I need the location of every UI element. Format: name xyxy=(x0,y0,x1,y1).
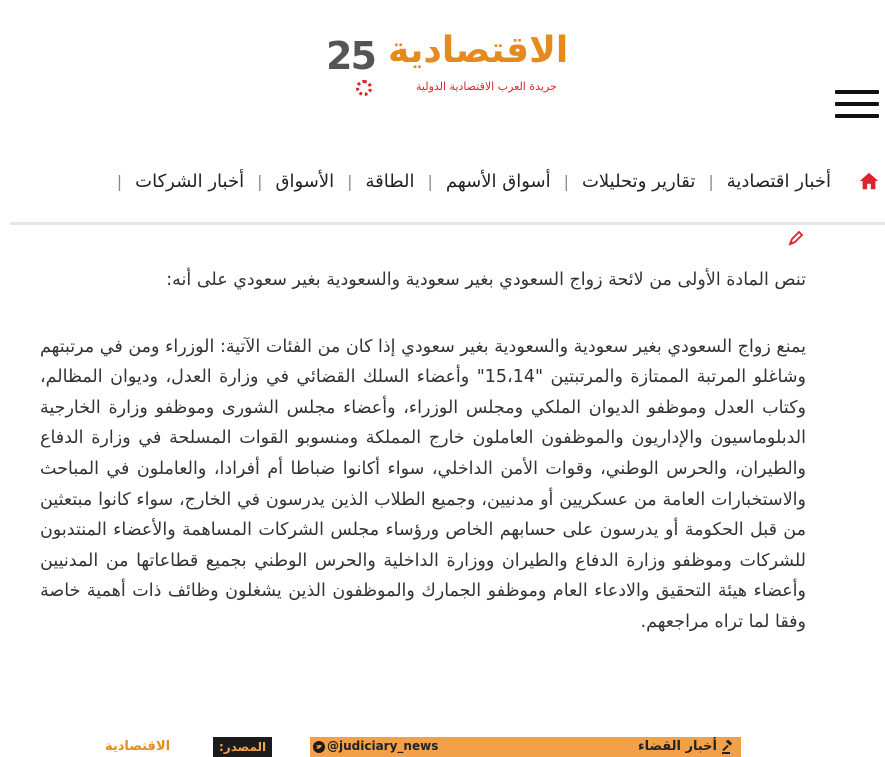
site-header xyxy=(0,0,885,150)
banner-news-label: أخبار القضاء xyxy=(637,739,717,754)
nav-separator: | xyxy=(116,171,123,191)
nav-item-energy[interactable]: الطاقة xyxy=(365,170,415,192)
nav-item-company-news[interactable]: أخبار الشركات xyxy=(135,170,245,192)
banner-twitter-handle: @judiciary_news xyxy=(327,739,439,753)
logo-subtitle: جريدة العرب الاقتصادية الدولية xyxy=(416,80,557,93)
nav-separator: | xyxy=(427,171,433,191)
pencil-icon xyxy=(788,230,804,246)
nav-item-markets[interactable]: الأسواق xyxy=(275,170,335,192)
nav-separator: | xyxy=(347,171,353,191)
banner-brand: الاقتصادية xyxy=(105,739,171,754)
nav-separator: | xyxy=(708,171,714,191)
logo-gear-icon xyxy=(356,80,372,96)
menu-hamburger-icon[interactable] xyxy=(835,90,879,120)
gavel-icon xyxy=(721,740,735,754)
home-icon[interactable] xyxy=(858,170,880,192)
nav-divider xyxy=(10,222,885,225)
article-body xyxy=(40,265,806,638)
nav-item-stock-markets[interactable]: أسواق الأسهم xyxy=(445,170,551,192)
logo-anniversary-number: 25 xyxy=(326,34,375,78)
logo-title: الاقتصادية xyxy=(388,30,569,71)
twitter-icon xyxy=(313,741,325,753)
nav-separator: | xyxy=(257,171,263,191)
article-intro: تنص المادة الأولى من لائحة زواج السعودي بغير سعودية والسعودية بغير سعودي على أنه: xyxy=(166,270,806,290)
source-banner xyxy=(105,737,741,757)
main-nav xyxy=(10,160,880,202)
nav-item-reports[interactable]: تقارير وتحليلات xyxy=(581,170,696,192)
nav-item-economic-news[interactable]: أخبار اقتصادية xyxy=(726,170,831,192)
banner-source-label: المصدر: xyxy=(213,737,272,757)
nav-separator: | xyxy=(563,171,569,191)
site-logo[interactable] xyxy=(326,30,569,105)
article-paragraph: يمنع زواج السعودي بغير سعودية والسعودية بغير سعودي إذا كان من الفئات الآتية: الوزراء ومن في مرتبتهم وشاغلو المرتبة الممتازة والمرتبتين "15،14" وأعضاء السلك القضائي في وزارة العدل، وديوان المظالم، وكتاب العدل وموظفو الديوان الملكي ومجلس الوزراء، وأعضاء مجلس الشورى وموظفو وزارة الخارجية الدبلوماسيون والإداريون والموظفون العاملون خارج المملكة ومنسوبو القوات المسلحة في وزارة الدفاع والطيران، والحرس الوطني، وقوات الأمن الداخلي، سواء أكانوا ضباطا أم أفرادا، والعاملون في المباحث والاستخبارات العامة من عسكريين أو مدنيين، وجميع الطلاب الذين يدرسون في الخارج، سواء كانوا مبتعثين من قبل الحكومة أو يدرسون على حسابهم الخاص ورؤساء مجلس الشركات المساهمة والأعضاء المنتدبون للشركات وموظفو وزارة الدفاع والطيران ووزارة الداخلية والحرس الوطني بجميع قطاعاتها من المدنيين وأعضاء هيئة التحقيق والادعاء العام وموظفو الجمارك والموظفون الذين يشغلون وظائف ذات أهمية خاصة وفقا لما تراه مراجعهم. xyxy=(40,336,806,632)
